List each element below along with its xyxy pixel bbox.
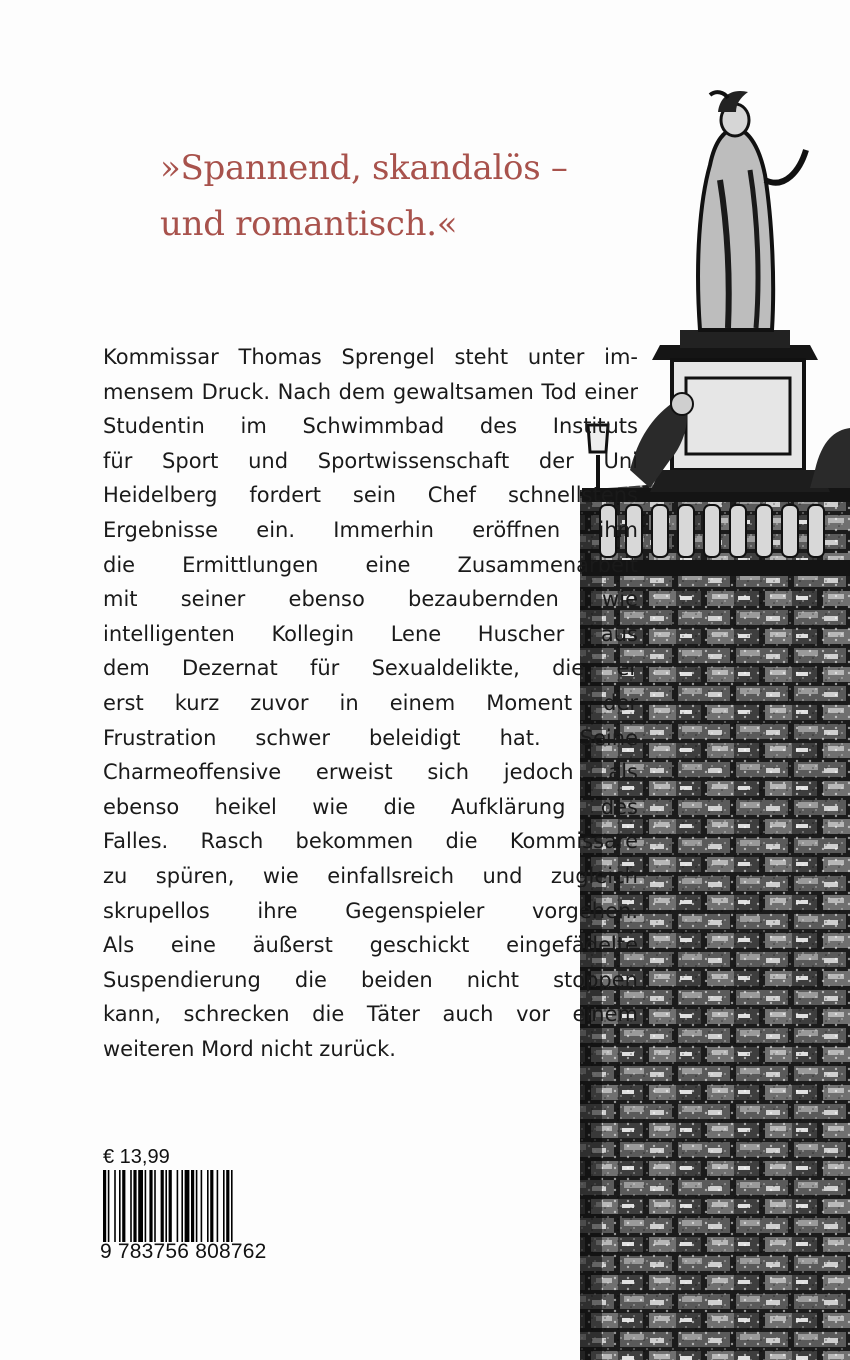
blurb-line: Falles. Rasch bekommen die Kommissare bbox=[103, 829, 638, 854]
blurb-line: ebenso heikel wie die Aufklärung des bbox=[103, 794, 638, 819]
blurb-line: Studentin im Schwimmbad des Instituts bbox=[103, 414, 638, 439]
barcode-bar bbox=[149, 1170, 152, 1242]
blurb-text bbox=[103, 340, 638, 1066]
barcode-bar bbox=[223, 1170, 225, 1242]
cover-quote bbox=[160, 140, 590, 252]
barcode-bar bbox=[108, 1170, 110, 1242]
isbn-barcode bbox=[103, 1170, 297, 1242]
barcode-bar bbox=[138, 1170, 143, 1242]
barcode-bar bbox=[226, 1170, 229, 1242]
barcode-bar bbox=[122, 1170, 125, 1242]
blurb-line: weiteren Mord nicht zurück. bbox=[103, 1036, 396, 1061]
blurb-line: die Ermittlungen eine Zusammenarbeit bbox=[103, 552, 638, 577]
blurb-line: für Sport und Sportwissenschaft der Uni bbox=[103, 448, 638, 473]
price-label: € 13,99 bbox=[103, 1146, 170, 1168]
barcode-bar bbox=[154, 1170, 156, 1242]
barcode-bar bbox=[181, 1170, 183, 1242]
barcode-bar bbox=[231, 1170, 233, 1242]
blurb-line: mit seiner ebenso bezaubernden wie bbox=[103, 587, 638, 612]
blurb-line: Als eine äußerst geschickt eingefädelte bbox=[103, 933, 638, 958]
barcode-bar bbox=[207, 1170, 209, 1242]
blurb-line: Suspendierung die beiden nicht stoppen bbox=[103, 967, 638, 992]
barcode-bar bbox=[145, 1170, 147, 1242]
barcode-bar bbox=[185, 1170, 190, 1242]
barcode-bar bbox=[133, 1170, 136, 1242]
blurb-line: skrupellos ihre Gegenspieler vorgehen. bbox=[103, 898, 638, 923]
blurb-line: intelligenten Kollegin Lene Huscher aus bbox=[103, 621, 638, 646]
barcode-bar bbox=[165, 1170, 167, 1242]
barcode-bar bbox=[201, 1170, 203, 1242]
isbn-number: 9 783756 808762 bbox=[100, 1240, 267, 1263]
barcode-bar bbox=[191, 1170, 194, 1242]
blurb-line: zu spüren, wie einfallsreich und zugleich bbox=[103, 863, 638, 888]
barcode-bar bbox=[119, 1170, 121, 1242]
quote-line-1: »Spannend, skandalös – bbox=[160, 148, 568, 188]
barcode-bar bbox=[161, 1170, 164, 1242]
blurb-line: Frustration schwer beleidigt hat. Seine bbox=[103, 725, 638, 750]
blurb-line: Ergebnisse ein. Immerhin eröffnen ihm bbox=[103, 517, 638, 542]
blurb-line: dem Dezernat für Sexualdelikte, die er bbox=[103, 656, 638, 681]
blurb-line: erst kurz zuvor in einem Moment der bbox=[103, 690, 638, 715]
barcode-bar bbox=[217, 1170, 219, 1242]
barcode-bar bbox=[196, 1170, 198, 1242]
barcode-bar bbox=[169, 1170, 172, 1242]
barcode-bar bbox=[114, 1170, 116, 1242]
blurb-line: Heidelberg fordert sein Chef schnellstens bbox=[103, 483, 638, 508]
blurb-line: kann, schrecken die Täter auch vor einem bbox=[103, 1002, 638, 1027]
quote-line-2: und romantisch.« bbox=[160, 204, 458, 244]
blurb-line: Charmeoffensive erweist sich jedoch als bbox=[103, 760, 638, 785]
blurb-line: mensem Druck. Nach dem gewaltsamen Tod einer bbox=[103, 379, 638, 404]
barcode-bar bbox=[103, 1170, 106, 1242]
barcode-bar bbox=[130, 1170, 132, 1242]
barcode-bar bbox=[177, 1170, 179, 1242]
blurb-line: Kommissar Thomas Sprengel steht unter im- bbox=[103, 345, 638, 369]
barcode-bar bbox=[210, 1170, 213, 1242]
